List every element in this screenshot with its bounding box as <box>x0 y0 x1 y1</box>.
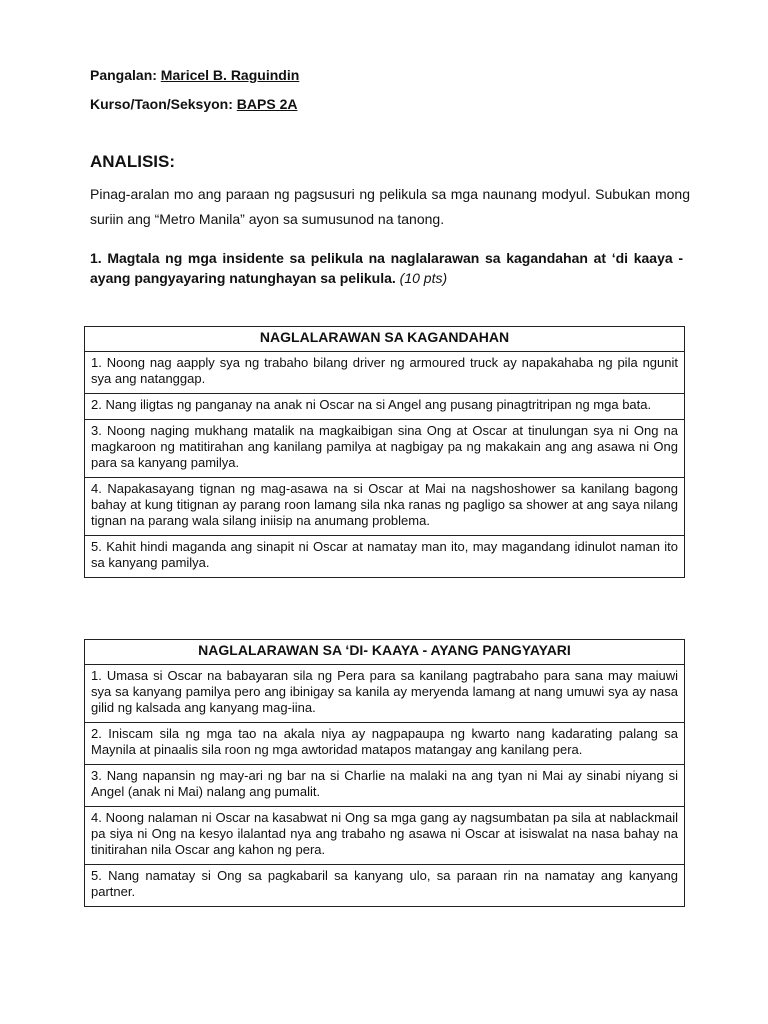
course-label: Kurso/Taon/Seksyon: <box>90 96 233 112</box>
table-kagandahan <box>84 326 685 578</box>
question-text: 1. Magtala ng mga insidente sa pelikula na naglalarawan sa kagandahan at ‘di kaaya -ayang pangyayaring natunghayan sa pelikula. <box>90 250 683 286</box>
name-value: Maricel B. Raguindin <box>160 67 300 83</box>
table-row: 4. Noong nalaman ni Oscar na kasabwat ni Ong sa mga gang ay nagsumbatan pa sila at nablackmail pa siya ni Ong na kesyo ilalantad nya ang trabaho ng asawa ni Oscar at isiswalat na nasa bahay na tinitirahan nila Oscar ang kahon ng pera. <box>85 807 684 865</box>
table-row: 5. Kahit hindi maganda ang sinapit ni Oscar at namatay man ito, may magandang idinulot naman ito sa kanyang pamilya. <box>91 539 678 570</box>
table-row: 5. Nang namatay si Ong sa pagkabaril sa kanyang ulo, sa paraan rin na namatay ang kanyang partner. <box>91 868 678 899</box>
name-field <box>90 67 299 83</box>
question-points: (10 pts) <box>399 270 448 286</box>
table-row: 2. Nang iligtas ng panganay na anak ni Oscar na si Angel ang pusang pinagtritripan ng mga bata. <box>85 394 684 420</box>
question <box>90 248 683 288</box>
table-row: 4. Napakasayang tignan ng mag-asawa na si Oscar at Mai na nagshoshower sa kanilang bagong bahay at kung titignan ay parang roon lamang sila nka ranas ng pagligo sa shower at ang saya nilang tignan na parang wala silang iniisip na anumang problema. <box>85 478 684 536</box>
table-header: NAGLALARAWAN SA KAGANDAHAN <box>85 327 684 352</box>
table-header: NAGLALARAWAN SA ‘DI- KAAYA - AYANG PANGYAYARI <box>85 640 684 665</box>
section-heading: ANALISIS: <box>90 152 175 171</box>
table-di-kaaya-aya <box>84 639 685 907</box>
table-row: 1. Umasa si Oscar na babayaran sila ng Pera para sa kanilang pagtrabaho para sana may maiuwi sya sa kanyang pamilya pero ang ibinigay sa kanila ay meryenda lamang at nang umuwi sya ay nasa gilid ng kalsada ang kanyang mag-iina. <box>85 665 684 723</box>
course-value: BAPS 2A <box>236 96 298 112</box>
intro-paragraph: Pinag-aralan mo ang paraan ng pagsusuri ng pelikula sa mga naunang modyul. Subukan mong suriin ang “Metro Manila” ayon sa sumusunod na tanong. <box>90 186 690 227</box>
table-row: 3. Noong naging mukhang matalik na magkaibigan sina Ong at Oscar at tinulungan sya ni Ong na magkaroon ng matitirahan ang kanilang pamilya at nagbigay pa ng makakain ang ang asawa ni Ong para sa kanyang pamilya. <box>85 420 684 478</box>
table-row: 1. Noong nag aapply sya ng trabaho bilang driver ng armoured truck ay napakahaba ng pila ngunit sya ang natanggap. <box>85 352 684 394</box>
name-label: Pangalan: <box>90 67 157 83</box>
course-field <box>90 96 297 112</box>
table-row: 2. Iniscam sila ng mga tao na akala niya ay nagpapaupa ng kwarto nang kadarating palang sa Maynila at pinaalis sila roon ng mga awtoridad matapos matangay ang kanilang pera. <box>85 723 684 765</box>
table-row: 3. Nang napansin ng may-ari ng bar na si Charlie na malaki na ang tyan ni Mai ay sinabi niyang si Angel (anak ni Mai) nalang ang pumalit. <box>85 765 684 807</box>
